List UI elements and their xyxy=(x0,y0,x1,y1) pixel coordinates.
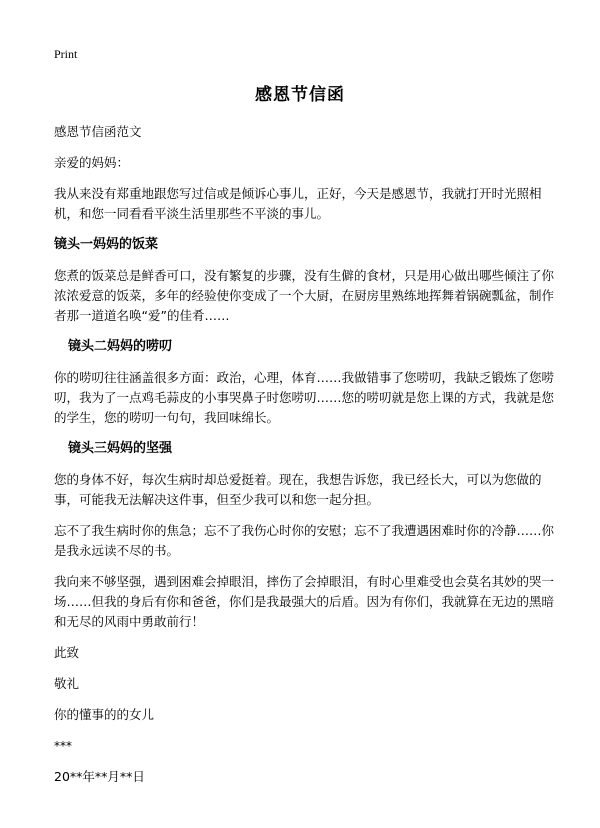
section-heading-2: 镜头二妈妈的唠叨 xyxy=(68,339,173,354)
section-body-3: 您的身体不好，每次生病时却总爱挺着。现在，我想告诉您，我已经长大，可以为您做的事，可能我无法解决这件事，但至少我可以和您一起分担。 xyxy=(54,472,542,507)
letter-intro: 我从来没有郑重地跟您写过信或是倾诉心事儿，正好，今天是感恩节，我就打开时光照相机，和您一同看看平淡生活里那些不平淡的事儿。 xyxy=(54,186,542,221)
letter-subtitle: 感恩节信函范文 xyxy=(54,124,142,139)
letter-date: 20**年**月**日 xyxy=(54,769,145,784)
letter-body xyxy=(54,122,564,798)
letter-greeting: 亲爱的妈妈： xyxy=(54,155,130,170)
name-placeholder: *** xyxy=(54,739,72,753)
section-body-2: 你的唠叨往往涵盖很多方面：政治，心理，体育……我做错事了您唠叨，我缺乏锻炼了您唠叨，我为了一点鸡毛蒜皮的小事哭鼻子时您唠叨……您的唠叨就是您上课的方式，我就是您的学生，您的唠叨一句句，我回味绵长。 xyxy=(54,370,555,425)
print-link[interactable]: Print xyxy=(54,47,78,61)
page-title: 感恩节信函 xyxy=(255,85,345,105)
closing-line-2: 敬礼 xyxy=(54,676,80,691)
signature: 你的懂事的的女儿 xyxy=(54,707,155,722)
paragraph-strong: 我向来不够坚强，遇到困难会掉眼泪，摔伤了会掉眼泪，有时心里难受也会莫名其妙的哭一场……但我的身后有你和爸爸，你们是我最强大的后盾。因为有你们，我就算在无边的黑暗和无尽的风雨中勇敢前行！ xyxy=(54,574,555,629)
section-body-1: 您煮的饭菜总是鲜香可口，没有繁复的步骤，没有生僻的食材，只是用心做出哪些倾注了你浓浓爱意的饭菜，多年的经验使你变成了一个大厨，在厨房里熟练地挥舞着锅碗瓢盆，制作者那一道道名唤“爱”的佳肴…… xyxy=(54,268,555,323)
section-heading-3: 镜头三妈妈的坚强 xyxy=(68,441,173,456)
paragraph-remember: 忘不了我生病时你的焦急；忘不了我伤心时你的安慰；忘不了我遭遇困难时你的冷静……你是我永远读不尽的书。 xyxy=(54,523,555,558)
section-heading-1: 镜头一妈妈的饭菜 xyxy=(54,237,159,252)
closing-line-1: 此致 xyxy=(54,645,80,660)
